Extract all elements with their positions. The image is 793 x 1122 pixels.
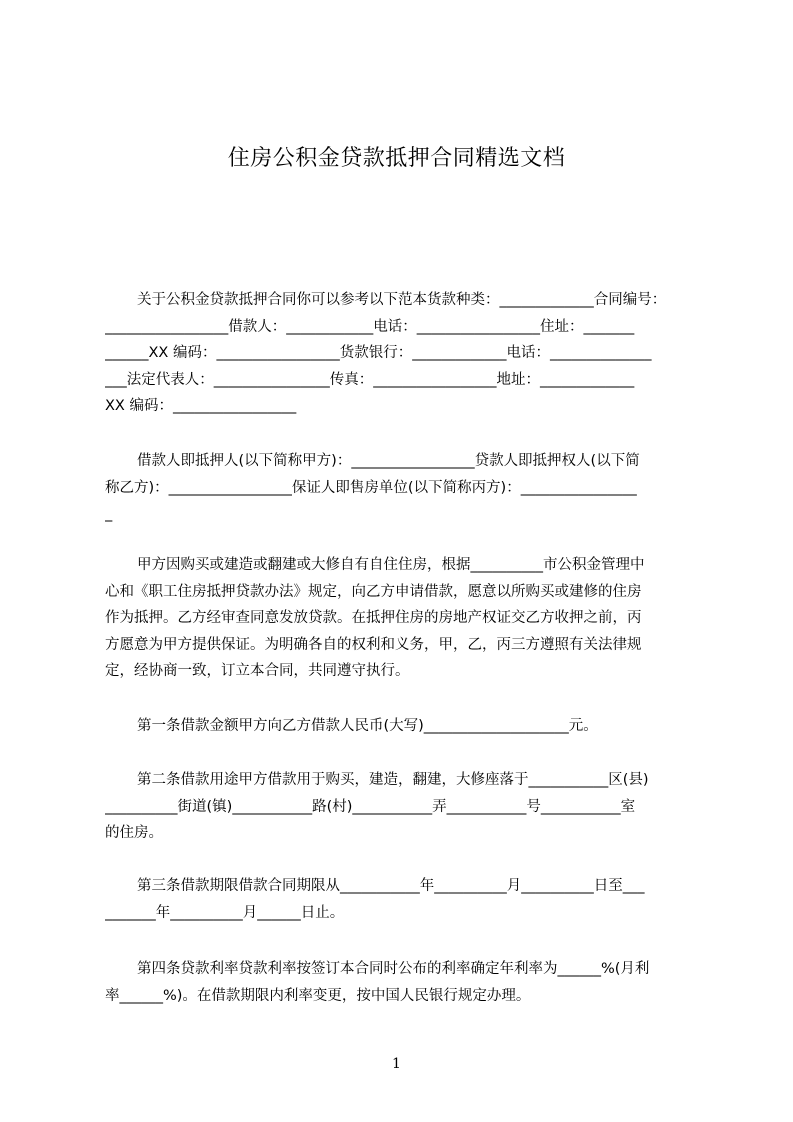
paragraph-line: __________街道(镇)___________路(村)___________弄___________号___________室 <box>105 798 636 815</box>
page-number: 1 <box>392 1056 401 1072</box>
paragraph-parties <box>105 448 701 528</box>
paragraph-line: 的住房。 <box>105 825 163 841</box>
document-title: 住房公积金贷款抵押合同精选文档 <box>227 146 566 171</box>
article-2 <box>105 767 701 847</box>
paragraph-line: 心和《职工住房抵押贷款办法》规定，向乙方申请借款，愿意以所购买或建修的住房 <box>105 583 642 600</box>
paragraph-line: 第四条贷款利率贷款利率按签订本合同时公布的利率确定年利率为______%(月利 <box>137 961 650 977</box>
paragraph-line: 甲方因购买或建造或翻建或大修自有自住住房，根据__________市公积金管理中 <box>137 557 645 573</box>
paragraph-line: XX 编码：_________________ <box>105 398 297 414</box>
paragraph-line: 第三条借款期限借款合同期限从___________年__________月__________日至___ <box>137 878 645 894</box>
paragraph-line: 第二条借款用途甲方借款用于购买，建造，翻建，大修座落于___________区(县) <box>137 772 649 788</box>
paragraph-line: ______XX 编码：_________________货款银行：_____________电话：______________ <box>105 345 652 361</box>
paragraph-line: 方愿意为甲方提供保证。为明确各自的权利和义务，甲，乙，丙三方遵照有关法律规 <box>105 636 642 653</box>
article-1 <box>105 713 701 740</box>
paragraph-line: _______年__________月______日止。 <box>105 904 345 921</box>
article-3 <box>105 873 701 926</box>
paragraph-line: ___法定代表人：________________传真：_________________地址：_____________ <box>105 371 635 388</box>
paragraph-line: 第一条借款金额甲方向乙方借款人民币(大写)____________________元。 <box>137 718 598 734</box>
paragraph-line: 借款人即抵押人(以下简称甲方)：_________________贷款人即抵押权人(以下简 <box>137 453 640 469</box>
paragraph-line: _________________借款人：____________电话：_________________住址：_______ <box>105 318 635 335</box>
paragraph-line: 率______%)。在借款期限内利率变更，按中国人民银行规定办理。 <box>105 987 531 1004</box>
paragraph-line: 关于公积金贷款抵押合同你可以参考以下范本货款种类：_____________合同编号： <box>137 292 667 308</box>
paragraph-line: 称乙方)：_________________保证人即售房单位(以下简称丙方)：________________ <box>105 479 637 496</box>
paragraph-loan-info <box>105 287 701 420</box>
paragraph-line: 定，经协商一致，订立本合同，共同遵守执行。 <box>105 663 410 679</box>
paragraph-line: 作为抵押。乙方经审查同意发放贷款。在抵押住房的房地产权证交乙方收押之前，丙 <box>105 610 642 626</box>
paragraph-preamble <box>105 552 701 685</box>
article-4 <box>105 956 701 1009</box>
paragraph-line: _ <box>105 506 113 522</box>
